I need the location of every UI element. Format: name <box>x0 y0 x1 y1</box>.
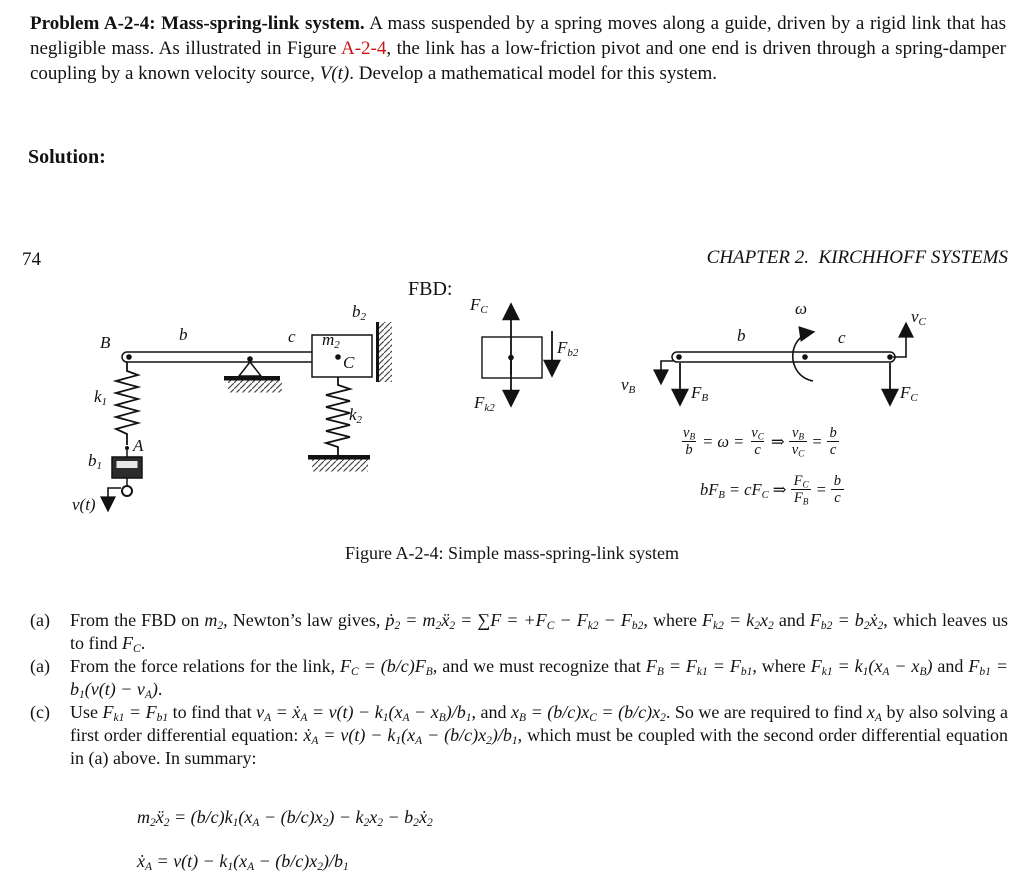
label-force-Fb2: $F_{b2}$ <box>557 338 579 360</box>
solution-list <box>30 609 1008 770</box>
link-velocity-equation: $\frac{v_B}{b}$ = ω = $\frac{v_C}{c}$ ⇒ $\frac{v_B}{v_C}$ = $\frac{b}{c}$ <box>680 425 840 458</box>
figure-caption: Figure A-2-4: Simple mass-spring-link system <box>345 543 679 563</box>
label-force-Fk2: $F_{k2}$ <box>474 393 495 415</box>
label-force-FC-link: $F_C$ <box>900 383 918 405</box>
summary-equation-2: ẋ$_A$ = $v(t) - k_1(x_A - (b/c)x_2)/b_1$ <box>137 851 349 874</box>
label-velocity-source: v(t) <box>72 495 96 514</box>
link-force-equation: $bF_B = cF_C$ ⇒ $\frac{F_C}{F_B}$ = $\frac{b}{c}$ <box>700 473 844 506</box>
label-velocity-vC: $v_C$ <box>911 307 926 329</box>
fraction: $\frac{v_B}{b}$ <box>683 425 696 459</box>
figure-linework <box>0 275 1024 537</box>
item-label: (a) <box>30 610 50 630</box>
label-velocity-vB: $v_B$ <box>621 375 636 397</box>
solution-item-a1 <box>30 609 1008 655</box>
figure <box>0 275 1024 537</box>
fraction: $\frac{b}{c}$ <box>827 425 840 458</box>
label-damper-b1: $b_1$ <box>88 451 102 473</box>
solution-heading: Solution: <box>28 146 106 168</box>
label-damper-b2: $b_2$ <box>352 302 366 324</box>
summary-equation-1: $m_2ẍ_2 = (b/c)k_1(x_A - (b/c)x_2) - k_2x_2$ − $b_2ẋ_2$ <box>137 807 433 830</box>
label-point-A: A <box>133 436 144 455</box>
fraction: $\frac{F_C}{F_B}$ <box>791 473 812 506</box>
label-length-c: c <box>288 327 296 346</box>
label-length-b-link: b <box>737 326 746 345</box>
item-text: Use $F_{k1} = F_{b1}$ to find that $v_A$ = ẋ$_A$ = $v(t) - k_1(x_A - x_B)/b_1$, and $x_B = (b/c)x_C = (b/c)x_2$. So we are required to find $x_A$ by also solving a first order differential equation: ẋ$_A$ = $v(t) - k_1(x_A - (b/c)x_2)/b_1$, which must be coupled with the second order differential equation in (a) above. In summary: <box>70 702 1008 768</box>
fbd-diagram <box>482 305 552 405</box>
label-point-B: B <box>100 333 111 352</box>
label-spring-k2: $k_2$ <box>349 405 363 427</box>
solution-item-c <box>30 701 1008 770</box>
solution-item-a2 <box>30 655 1008 701</box>
fraction: $\frac{v_C}{c}$ <box>751 425 764 459</box>
page-number: 74 <box>22 249 41 270</box>
problem-statement: Problem A-2-4: Mass-spring-link system. A mass suspended by a spring moves along a guide, driven by a rigid link that has negligible mass. As illustrated in Figure A-2-4, the link has a low-friction pivot and one end is driven through a spring-damper coupling by a known velocity source, V(t). Develop a mathematical model for this system. <box>30 13 1006 84</box>
item-label: (a) <box>30 656 50 676</box>
item-text: From the force relations for the link, $F_C = (b/c)F_B$, and we must recognize that $F_B = F_{k1} = F_{b1}$, where $F_{k1} = k_1(x_A - x_B)$ and $F_{b1} = b_1(v(t) - v_A)$. <box>70 656 1008 702</box>
label-force-FB: $F_B$ <box>691 383 709 405</box>
label-point-C: C <box>343 353 355 372</box>
fbd-title: FBD: <box>408 278 453 300</box>
label-force-FC-fbd: $F_C$ <box>470 295 488 317</box>
chapter-header: CHAPTER 2. KIRCHHOFF SYSTEMS <box>706 247 1008 268</box>
item-text: From the FBD on $m_2$, Newton’s law gives, ṗ$_2$ = $m_2ẍ_2 = \sum F = +F_C - F_{k2} - F_{b2}$, where $F_{k2} = k_2x_2$ and $F_{b2}$ = $b_2ẋ_2$, which leaves us to find $F_C$. <box>70 610 1009 656</box>
label-length-b: b <box>179 325 188 344</box>
fraction: $\frac{v_B}{v_C}$ <box>789 425 808 458</box>
label-length-c-link: c <box>838 328 846 347</box>
item-label: (c) <box>30 702 50 722</box>
label-mass-m2: $m_2$ <box>322 330 340 352</box>
label-omega: ω <box>795 299 808 318</box>
label-spring-k1: $k_1$ <box>94 387 108 409</box>
fraction: $\frac{b}{c}$ <box>831 473 844 506</box>
